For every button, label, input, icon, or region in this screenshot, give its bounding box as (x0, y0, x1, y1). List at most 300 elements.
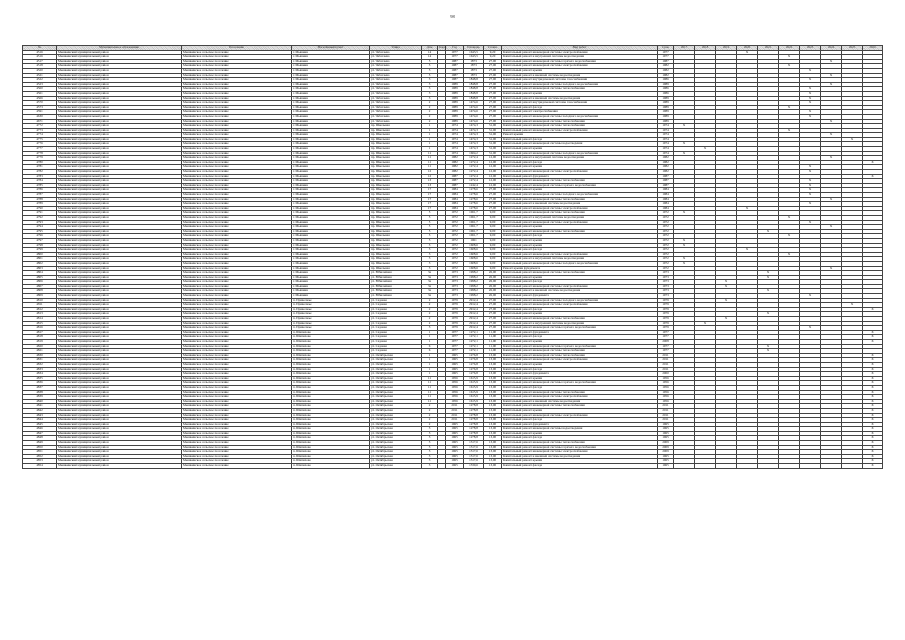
table-cell: 1984 (658, 193, 674, 198)
table-cell: 11,00 (484, 344, 502, 349)
table-cell: 13 (422, 183, 438, 188)
column-header: № (23, 46, 57, 51)
table-cell: 2011 (658, 413, 674, 418)
table-cell: 1956 (446, 390, 464, 395)
table-cell: п. Шипилово (292, 330, 370, 335)
table-cell: 1989 (658, 101, 674, 106)
table-cell: 1982 (446, 156, 464, 161)
table-cell: Мышкинское сельское поселение (182, 321, 292, 326)
table-cell: Капитальный ремонт инженерной системы теплоснабжения (502, 87, 658, 92)
table-cell: 1989 (446, 96, 464, 101)
table-cell: 1977 (446, 50, 464, 55)
table-cell: 9,00 (484, 225, 502, 230)
table-cell: 1276,8 (464, 372, 484, 377)
table-cell: п. Шипилово (292, 427, 370, 432)
table-cell: г. Мышкин (292, 87, 370, 92)
table-cell: 17 (422, 202, 438, 207)
table-cell: Капитальный ремонт инженерной системы горячего водоснабжения (502, 59, 658, 64)
table-cell: 1956 (658, 390, 674, 395)
column-header: Дом (422, 46, 438, 51)
table-cell: ул. Чеботаева (370, 119, 422, 124)
table-cell: 31,00 (484, 147, 502, 152)
table-cell: 13,00 (484, 422, 502, 427)
table-cell: п. Приволжье (292, 307, 370, 312)
table-cell: 17 (422, 206, 438, 211)
table-cell: Мышкинское сельское поселение (182, 289, 292, 294)
table-cell: 3 (422, 252, 438, 257)
table-cell: Мышкинское сельское поселение (182, 252, 292, 257)
table-cell: 1974 (658, 151, 674, 156)
table-cell: Мышкинский муниципальный район (57, 271, 182, 276)
table-cell: г. Мышкин (292, 110, 370, 115)
table-cell: 27,00 (484, 78, 502, 83)
table-cell: г. Мышкин (292, 257, 370, 262)
table-cell: 4812 (23, 307, 57, 312)
table-cell: Мышкинский муниципальный район (57, 326, 182, 331)
table-cell: ул. Октябрьская (370, 358, 422, 363)
table-cell: Мышкинский муниципальный район (57, 390, 182, 395)
table-cell: п. Шипилово (292, 367, 370, 372)
table-cell: г. Мышкин (292, 91, 370, 96)
table-cell: 1615,9 (464, 390, 484, 395)
table-cell: Капитальный ремонт крыши (502, 68, 658, 73)
table-cell: 1242,4 (464, 183, 484, 188)
year-mark-cell: X (863, 160, 883, 165)
table-cell: 1972 (446, 252, 464, 257)
table-cell: 9,00 (484, 211, 502, 216)
table-cell: 1989 (446, 105, 464, 110)
table-cell: 1272,4 (464, 165, 484, 170)
table-cell: 31,00 (484, 151, 502, 156)
table-cell: Мышкинский муниципальный район (57, 124, 182, 129)
table-cell: пр. Школьная (370, 165, 422, 170)
table-cell: 1998,2 (464, 280, 484, 285)
table-cell: 4798 (23, 243, 57, 248)
table-cell: 1987 (446, 64, 464, 69)
year-mark-cell: X (758, 229, 779, 234)
table-cell: 13,00 (484, 399, 502, 404)
table-cell: г. Мышкин (292, 73, 370, 78)
year-mark-cell: X (821, 73, 842, 78)
table-cell: Мышкинское сельское поселение (182, 294, 292, 299)
table-cell: п. Приволжье (292, 312, 370, 317)
year-mark-cell: X (800, 87, 821, 92)
table-cell: Мышкинский муниципальный район (57, 404, 182, 409)
table-cell: 1873 (464, 68, 484, 73)
table-cell: 1972 (658, 266, 674, 271)
table-cell: Мышкинское сельское поселение (182, 197, 292, 202)
table-cell: п. Приволжье (292, 303, 370, 308)
table-cell: 1278,8 (464, 404, 484, 409)
column-header: Корп. (439, 45, 447, 49)
table-cell: 13,00 (484, 367, 502, 372)
table-cell: пр. Школьная (370, 248, 422, 253)
table-cell: 4817 (23, 330, 57, 335)
table-cell: ул. Садовая (370, 326, 422, 331)
table-cell: 27,00 (484, 307, 502, 312)
table-cell: Мышкинское сельское поселение (182, 418, 292, 423)
table-cell: г. Мышкин (292, 188, 370, 193)
table-cell: Мышкинский муниципальный район (57, 330, 182, 335)
table-cell: 1974 (658, 133, 674, 138)
table-cell: 11 (422, 165, 438, 170)
table-cell: 4794 (23, 225, 57, 230)
table-cell: 26,00 (484, 271, 502, 276)
table-cell: г. Мышкин (292, 151, 370, 156)
table-cell: 4784 (23, 179, 57, 184)
year-mark-cell: X (863, 330, 883, 335)
table-cell: Капитальный ремонт инженерной системы холодного водоснабжения (502, 193, 658, 198)
column-header: Срок (658, 46, 674, 51)
table-cell: п. Шипилово (292, 399, 370, 404)
table-cell: 2 (422, 408, 438, 413)
year-mark-cell: X (863, 399, 883, 404)
table-cell: Мышкинское сельское поселение (182, 431, 292, 436)
table-cell: Капитальный ремонт и внешней системы водоотведения (502, 289, 658, 294)
table-cell: ул. Чеботаева (370, 78, 422, 83)
table-cell: ул. Чеботаева (370, 91, 422, 96)
table-cell: 1965 (446, 459, 464, 464)
table-cell: 4843 (23, 413, 57, 418)
table-cell: Мышкинский муниципальный район (57, 105, 182, 110)
table-cell: 27,00 (484, 82, 502, 87)
table-cell: п. Приволжье (292, 326, 370, 331)
table-cell: 4807 (23, 284, 57, 289)
table-cell: 1998,2 (464, 284, 484, 289)
table-cell: Капитальный ремонт крыши (502, 147, 658, 152)
table-cell: 11,00 (484, 340, 502, 345)
table-cell: Капитальный ремонт инженерной системы электроснабжения (502, 303, 658, 308)
table-cell: 4811 (23, 303, 57, 308)
table-cell: 4772 (23, 124, 57, 129)
table-cell: г. Мышкин (292, 206, 370, 211)
year-mark-cell: X (821, 59, 842, 64)
table-cell: Капитальный ремонт крыши (502, 376, 658, 381)
table-cell: Мышкинский муниципальный район (57, 252, 182, 257)
table-cell: п. Шипилово (292, 390, 370, 395)
table-cell: Капитальный ремонт фасада (502, 367, 658, 372)
table-cell: Мышкинское сельское поселение (182, 174, 292, 179)
table-cell: 1474,3 (464, 147, 484, 152)
table-cell: Капитальный ремонт инженерной системы электроснабжения (502, 206, 658, 211)
table-cell: 1984 (446, 188, 464, 193)
table-cell: Капитальный ремонт внутридомовой системы газоснабжения (502, 78, 658, 83)
table-cell: 2009 (658, 445, 674, 450)
year-mark-cell (842, 464, 863, 469)
table-cell: 3 (422, 78, 438, 83)
table-cell: 13,00 (484, 431, 502, 436)
table-cell: 1 (422, 124, 438, 129)
table-cell: 3 (422, 248, 438, 253)
register-table (22, 45, 883, 469)
table-cell: пр. Школьная (370, 220, 422, 225)
table-cell: 13,00 (484, 353, 502, 358)
table-cell: Мышкинский муниципальный район (57, 183, 182, 188)
table-cell: 4774 (23, 133, 57, 138)
table-cell: 11 (422, 381, 438, 386)
table-cell: ул. Садовая (370, 349, 422, 354)
table-cell: 1974 (446, 142, 464, 147)
table-cell: 4819 (23, 340, 57, 345)
table-cell: 2009 (658, 450, 674, 455)
table-cell: ул. Садовая (370, 307, 422, 312)
table-cell: 1848,8 (464, 87, 484, 92)
table-cell: пр. Школьная (370, 225, 422, 230)
table-cell: 1474,6 (464, 101, 484, 106)
table-cell: 1984 (658, 206, 674, 211)
table-cell: 5 (422, 225, 438, 230)
table-cell: 1989 (658, 105, 674, 110)
table-cell: Мышкинское сельское поселение (182, 110, 292, 115)
table-cell: 27,00 (484, 326, 502, 331)
table-cell: Капитальный ремонт инженерной системы водоотведения (502, 142, 658, 147)
table-cell: 12,00 (484, 170, 502, 175)
table-cell: 1982 (658, 170, 674, 175)
table-cell: Капитальный ремонт инженерной системы теплоснабжения (502, 353, 658, 358)
table-cell: 4809 (23, 294, 57, 299)
table-cell: 1977 (658, 55, 674, 60)
year-mark-cell: X (863, 431, 883, 436)
table-cell: 4787 (23, 193, 57, 198)
table-cell: 3 (422, 431, 438, 436)
table-cell: ул. Чеботаева (370, 105, 422, 110)
year-mark-cell: X (737, 206, 758, 211)
table-cell: 1984 (658, 202, 674, 207)
table-cell: ул. Садовая (370, 312, 422, 317)
year-mark-cell: X (800, 96, 821, 101)
table-cell: Мышкинское сельское поселение (182, 266, 292, 271)
table-cell: 13,00 (484, 436, 502, 441)
table-cell: 1 (422, 367, 438, 372)
table-cell: п. Шипилово (292, 464, 370, 469)
table-cell: пр. Школьная (370, 197, 422, 202)
table-cell: Капитальный ремонт фасада (502, 137, 658, 142)
table-cell: ул. Октябрьская (370, 381, 422, 386)
table-cell: 3 (422, 257, 438, 262)
table-cell: 1977 (446, 330, 464, 335)
table-cell: 11 (422, 376, 438, 381)
table-cell: п. Шипилово (292, 450, 370, 455)
table-cell: 4797 (23, 238, 57, 243)
table-cell: Мышкинский муниципальный район (57, 87, 182, 92)
table-cell: Мышкинское сельское поселение (182, 91, 292, 96)
table-cell: Мышкинский муниципальный район (57, 307, 182, 312)
table-cell: Капитальный ремонт инженерной системы теплоснабжения (502, 317, 658, 322)
table-cell: пр. Школьная (370, 252, 422, 257)
table-cell: ул. Чеботаева (370, 68, 422, 73)
table-cell: Мышкинский муниципальный район (57, 418, 182, 423)
year-mark-cell: X (863, 381, 883, 386)
table-cell: 1972 (446, 243, 464, 248)
year-mark-cell (758, 464, 779, 469)
year-mark-cell: X (863, 464, 883, 469)
table-cell: 1989 (446, 114, 464, 119)
table-cell: 1278,6 (464, 197, 484, 202)
table-cell: Мышкинское сельское поселение (182, 119, 292, 124)
year-mark-cell: X (821, 133, 842, 138)
table-cell: 27,00 (484, 64, 502, 69)
table-cell: 5 (422, 211, 438, 216)
table-cell: 1474,3 (464, 124, 484, 129)
year-mark-cell: X (821, 197, 842, 202)
table-cell: Мышкинский муниципальный район (57, 64, 182, 69)
table-cell: 1848,8 (464, 78, 484, 83)
table-cell: Мышкинское сельское поселение (182, 464, 292, 469)
table-cell: 4835 (23, 376, 57, 381)
table-cell: пр. Школьная (370, 137, 422, 142)
table-cell: 1474,6 (464, 114, 484, 119)
table-cell: Мышкинское сельское поселение (182, 284, 292, 289)
table-cell: Капитальный ремонт инженерной системы электроснабжения (502, 50, 658, 55)
table-cell: Капитальный ремонт инженерной системы электроснабжения (502, 252, 658, 257)
table-cell: 27,00 (484, 202, 502, 207)
table-cell: 1984 (446, 206, 464, 211)
table-cell: 1643,5 (464, 50, 484, 55)
table-cell: пр. Школьная (370, 147, 422, 152)
table-cell: Мышкинское сельское поселение (182, 427, 292, 432)
table-cell: 1982 (658, 160, 674, 165)
table-cell: Мышкинский муниципальный район (57, 413, 182, 418)
year-mark-cell: X (800, 165, 821, 170)
table-cell: ул. Юбилейная (370, 275, 422, 280)
table-cell: 1977 (446, 349, 464, 354)
table-cell: Мышкинское сельское поселение (182, 372, 292, 377)
table-cell: Мышкинский муниципальный район (57, 284, 182, 289)
table-cell: 1986 (658, 87, 674, 92)
table-cell: 3а (422, 289, 438, 294)
table-cell: 4854 (23, 464, 57, 469)
table-cell: 12 (422, 174, 438, 179)
table-cell: Мышкинский муниципальный район (57, 193, 182, 198)
year-mark-cell: X (758, 349, 779, 354)
table-cell: ул. Юбилейная (370, 289, 422, 294)
table-cell: 4845 (23, 422, 57, 427)
table-cell: Капитальный ремонт крыши (502, 312, 658, 317)
table-cell: Мышкинское сельское поселение (182, 358, 292, 363)
table-cell: Капитальный ремонт и внешней системы водоотведения (502, 454, 658, 459)
table-cell: 1965 (658, 422, 674, 427)
table-cell: 4842 (23, 408, 57, 413)
table-cell: Капитальный ремонт и внутренней системы водоотведения (502, 55, 658, 60)
table-cell: Мышкинское сельское поселение (182, 450, 292, 455)
table-cell: Мышкинский муниципальный район (57, 376, 182, 381)
year-mark-cell: X (758, 289, 779, 294)
table-cell: 13,00 (484, 427, 502, 432)
table-cell: Мышкинское сельское поселение (182, 179, 292, 184)
table-cell: 1984 (446, 193, 464, 198)
table-cell: 2 (422, 321, 438, 326)
table-cell: 3 (422, 450, 438, 455)
table-cell: 27,00 (484, 206, 502, 211)
table-cell: 1989 (658, 119, 674, 124)
table-cell: 2 (422, 119, 438, 124)
year-mark-cell: X (716, 280, 737, 285)
table-cell: 1 (422, 142, 438, 147)
table-cell: Мышкинское сельское поселение (182, 362, 292, 367)
table-cell: пр. Школьная (370, 160, 422, 165)
table-cell: 1974 (658, 124, 674, 129)
year-mark-cell: X (800, 202, 821, 207)
year-mark-cell: X (695, 147, 716, 152)
table-cell: 2011 (658, 367, 674, 372)
table-cell: г. Мышкин (292, 174, 370, 179)
table-cell: 13,00 (484, 385, 502, 390)
table-cell: 1984 (446, 197, 464, 202)
table-cell: 5 (422, 229, 438, 234)
table-cell: г. Мышкин (292, 211, 370, 216)
table-cell: 1987 (658, 174, 674, 179)
table-cell: Капитальный ремонт инженерной системы электроснабжения (502, 128, 658, 133)
table-cell: пр. Школьная (370, 133, 422, 138)
table-cell: 1974 (446, 124, 464, 129)
table-cell: г. Мышкин (292, 275, 370, 280)
table-cell: 4520 (23, 68, 57, 73)
year-mark-cell: X (863, 441, 883, 446)
column-header: 2017 (674, 46, 695, 51)
table-cell: 1973 (658, 280, 674, 285)
table-cell: 1998,2 (464, 289, 484, 294)
table-cell: Капитальный ремонт крыши (502, 225, 658, 230)
table-cell: 1979 (446, 326, 464, 331)
year-mark-cell: X (800, 294, 821, 299)
table-cell: 2009 (658, 441, 674, 446)
table-cell: Мышкинский муниципальный район (57, 298, 182, 303)
table-cell: 4796 (23, 234, 57, 239)
table-cell: Капитальный ремонт фасада (502, 436, 658, 441)
table-cell: Мышкинское сельское поселение (182, 96, 292, 101)
table-cell: 27,00 (484, 110, 502, 115)
table-cell: 4840 (23, 399, 57, 404)
table-cell: 13,00 (484, 381, 502, 386)
table-cell: Мышкинский муниципальный район (57, 372, 182, 377)
table-cell: 27,00 (484, 101, 502, 106)
table-cell: 4521 (23, 73, 57, 78)
table-cell: п. Шипилово (292, 431, 370, 436)
table-cell: 2 (422, 413, 438, 418)
table-cell: 3 (422, 445, 438, 450)
table-cell: 1989 (446, 110, 464, 115)
table-cell: 1979 (446, 303, 464, 308)
table-cell: пр. Школьная (370, 243, 422, 248)
table-cell: г. Мышкин (292, 193, 370, 198)
table-cell: Мышкинское сельское поселение (182, 78, 292, 83)
table-cell: Мышкинский муниципальный район (57, 156, 182, 161)
table-cell: Мышкинское сельское поселение (182, 151, 292, 156)
table-cell: Мышкинский муниципальный район (57, 128, 182, 133)
table-cell: ул. Октябрьская (370, 450, 422, 455)
table-cell: 4841 (23, 404, 57, 409)
table-cell: 1 (422, 128, 438, 133)
year-mark-cell: X (800, 183, 821, 188)
table-cell: 2011 (658, 358, 674, 363)
year-mark-cell: X (863, 372, 883, 377)
table-cell: Мышкинский муниципальный район (57, 303, 182, 308)
table-cell: 13,00 (484, 450, 502, 455)
table-cell: Капитальный ремонт фасада (502, 418, 658, 423)
table-cell: 1317,6 (464, 445, 484, 450)
table-cell: 1965 (446, 353, 464, 358)
year-mark-cell (737, 464, 758, 469)
table-cell: Мышкинское сельское поселение (182, 243, 292, 248)
table-cell: Мышкинское сельское поселение (182, 248, 292, 253)
table-cell: 1987 (446, 174, 464, 179)
table-cell: Мышкинский муниципальный район (57, 96, 182, 101)
table-cell: 2912,4 (464, 317, 484, 322)
table-cell: 1272,4 (464, 179, 484, 184)
table-cell: Мышкинское сельское поселение (182, 312, 292, 317)
table-cell: 9,00 (484, 215, 502, 220)
table-cell: Мышкинское сельское поселение (182, 101, 292, 106)
